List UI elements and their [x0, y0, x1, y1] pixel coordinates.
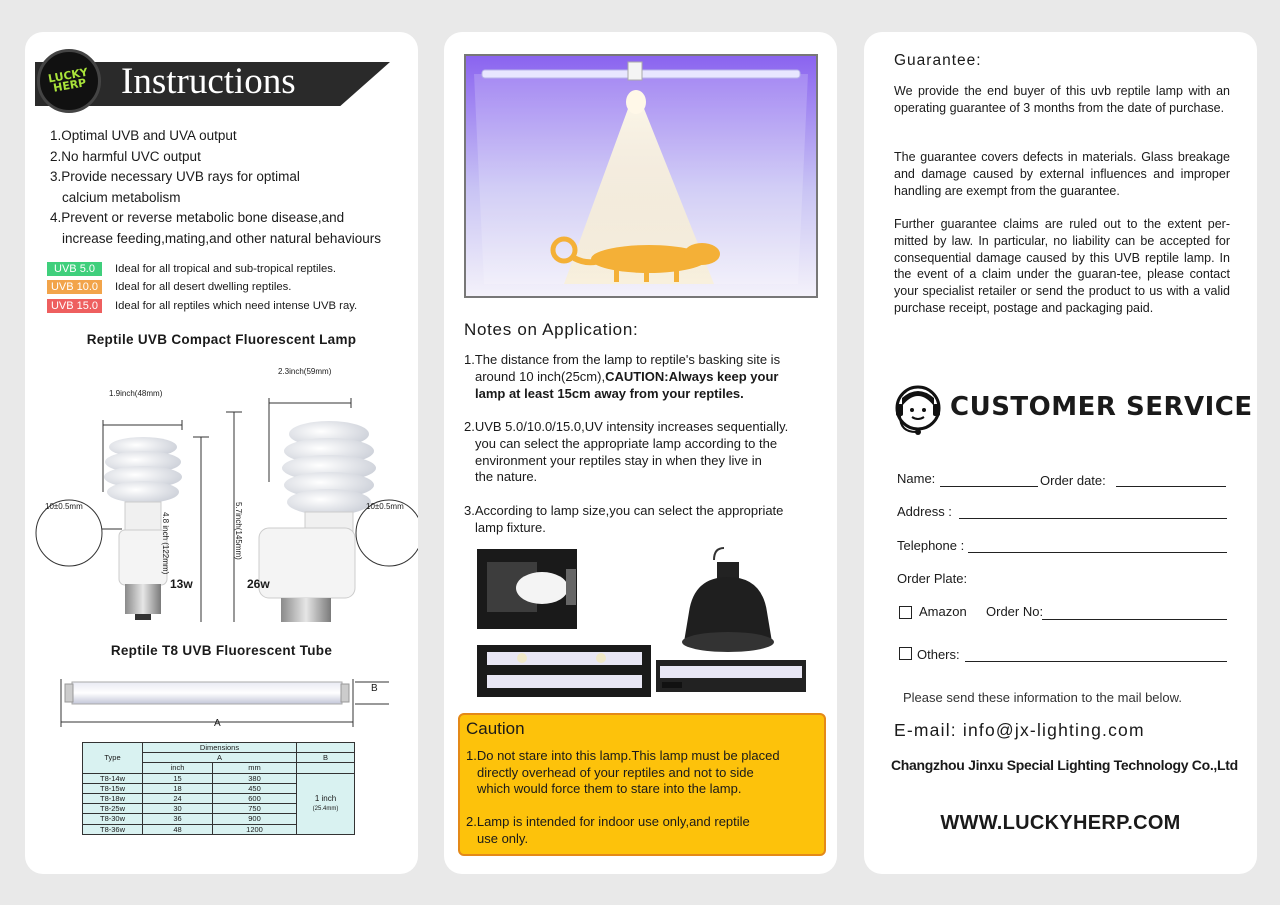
lamp13-tolerance-label: 10±0.5mm — [45, 502, 83, 511]
note-1-line-2 — [464, 369, 819, 386]
uvb-desc-5: Ideal for all tropical and sub-tropical reptiles. — [115, 263, 337, 275]
others-label: Others: — [917, 647, 960, 662]
lamp-fixtures-photos — [474, 532, 829, 702]
uvb-desc-15: Ideal for all reptiles which need intense UVB ray. — [115, 300, 358, 312]
tube-heading: Reptile T8 UVB Fluorescent Tube — [110, 643, 333, 658]
note-2 — [464, 419, 819, 486]
table-header-inch: inch — [143, 763, 213, 773]
table-cell: 600 — [213, 793, 297, 803]
note-1-text: around 10 inch(25cm), — [475, 368, 606, 384]
tube-dimensions-table — [82, 742, 355, 835]
telephone-label: Telephone : — [897, 538, 965, 553]
table-cell: 1200 — [213, 824, 297, 834]
table-header-a: A — [143, 753, 297, 763]
order-plate-label: Order Plate: — [897, 571, 968, 586]
instructions-title: Instructions — [121, 61, 296, 102]
website-link[interactable]: WWW.LUCKYHERP.COM — [940, 812, 1181, 834]
b-value-inch: 1 inch — [314, 793, 337, 803]
feature-3: 3.Provide necessary UVB rays for optimal — [50, 169, 300, 184]
reflector-fixture — [477, 549, 577, 629]
others-field[interactable] — [965, 661, 1227, 662]
table-cell: 380 — [213, 773, 297, 783]
table-header-b: B — [297, 753, 355, 763]
note-1 — [464, 352, 819, 402]
order-date-field[interactable] — [1116, 486, 1226, 487]
lamp13-width-label: 1.9inch(48mm) — [109, 389, 163, 398]
table-cell: 36 — [143, 814, 213, 824]
name-label: Name: — [897, 471, 936, 486]
note-3-line-1: 3.According to lamp size,you can select the appropriate — [464, 503, 784, 518]
tube-diagram — [25, 672, 418, 732]
table-cell: T8-25w — [83, 804, 143, 814]
instructions-panel — [25, 32, 418, 874]
uvb-row-15 — [47, 299, 357, 313]
table-cell: 30 — [143, 804, 213, 814]
uv-lamp-illustration — [464, 54, 818, 298]
caution-2-line-2: use only. — [477, 830, 529, 846]
lamp13-height-label: 4.8 inch (122mm) — [161, 512, 170, 575]
feature-4-cont: increase feeding,mating,and other natural behaviours — [62, 230, 381, 246]
lamp26-tolerance-label: 10±0.5mm — [366, 502, 404, 511]
note-2-line-3: environment your reptiles stay in when they live in — [475, 452, 762, 468]
feature-2: 2.No harmful UVC output — [50, 148, 201, 164]
uvb-tag-10: UVB 10.0 — [47, 280, 102, 294]
table-header-mm: mm — [213, 763, 297, 773]
table-cell: 24 — [143, 793, 213, 803]
tube-fixture-single — [656, 660, 806, 692]
order-no-label: Order No: — [986, 604, 1044, 619]
table-cell: T8-36w — [83, 824, 143, 834]
note-2-line-4: the nature. — [475, 469, 538, 485]
table-b-value — [297, 773, 355, 834]
lamp26-watt: 26w — [247, 577, 270, 591]
guarantee-paragraph-3: Further guarantee claims are ruled out to the extent per-mitted by law. In particular, no liability can be accepted for consequential damage caused by this UVB reptile lamp. In the event of a claim under the guaran-tee, please contact your specialist retailer or send the product to us with a valid purchase receipt, postage and packaging paid. — [894, 217, 1230, 315]
uvb-row-5 — [47, 262, 336, 276]
table-cell: 15 — [143, 773, 213, 783]
notes-heading: Notes on Application: — [464, 320, 639, 339]
note-1-caution: CAUTION:Always keep your — [605, 368, 779, 384]
table-cell: T8-15w — [83, 783, 143, 793]
table-cell: 18 — [143, 783, 213, 793]
send-info-text: Please send these information to the mail below. — [903, 690, 1182, 705]
guarantee-paragraph-2: The guarantee covers defects in materials. Glass breakage and damage caused by external influences and improper handling are exempt from the guarantee. — [894, 150, 1230, 198]
amazon-label: Amazon — [919, 604, 967, 619]
uvb-desc-10: Ideal for all desert dwelling reptiles. — [115, 281, 292, 293]
table-cell: T8-30w — [83, 814, 143, 824]
company-name: Changzhou Jinxu Special Lighting Technology Co.,Ltd — [891, 757, 1238, 773]
b-value-mm: (25.4mm) — [312, 805, 339, 812]
address-label: Address : — [897, 504, 952, 519]
compact-lamp-diagram — [25, 362, 418, 622]
caution-1-line-2: directly overhead of your reptiles and not to side — [477, 764, 754, 780]
tube-b-label: B — [371, 683, 378, 694]
guarantee-heading: Guarantee: — [894, 52, 982, 69]
table-header-type: Type — [83, 743, 143, 774]
customer-service-heading: CUSTOMER SERVICE — [950, 392, 1253, 422]
headset-icon — [894, 384, 944, 438]
luckyherp-logo: LUCKY HERP — [37, 49, 101, 113]
table-cell: T8-18w — [83, 793, 143, 803]
compact-lamp-heading: Reptile UVB Compact Fluorescent Lamp — [86, 332, 357, 347]
order-date-label: Order date: — [1040, 473, 1106, 488]
caution-heading: Caution — [466, 719, 525, 738]
guarantee-paragraph-1: We provide the end buyer of this uvb reptile lamp with an operating guarantee of 3 months from the date of purchase. — [894, 84, 1230, 115]
telephone-field[interactable] — [968, 552, 1227, 553]
uvb-tag-15: UVB 15.0 — [47, 299, 102, 313]
feature-3-cont: calcium metabolism — [62, 189, 181, 205]
table-row — [83, 773, 355, 783]
tube-a-label: A — [214, 718, 221, 729]
caution-box — [458, 713, 826, 856]
caution-1 — [466, 748, 821, 798]
uvb-tag-5: UVB 5.0 — [47, 262, 102, 276]
amazon-checkbox[interactable] — [899, 606, 912, 619]
caution-2-line-1: 2.Lamp is intended for indoor use only,and reptile — [466, 814, 750, 829]
caution-1-line-3: which would force them to stare into the lamp. — [477, 781, 742, 796]
lamp26-width-label: 2.3inch(59mm) — [278, 367, 332, 376]
feature-4: 4.Prevent or reverse metabolic bone disease,and — [50, 210, 345, 225]
email-address[interactable]: E-mail: info@jx-lighting.com — [894, 720, 1145, 740]
table-cell: 750 — [213, 804, 297, 814]
table-cell: 450 — [213, 783, 297, 793]
table-cell: 48 — [143, 824, 213, 834]
note-3-line-2: lamp fixture. — [475, 519, 546, 535]
caution-1-line-1: 1.Do not stare into this lamp.This lamp must be placed — [466, 748, 780, 763]
guarantee-panel — [864, 32, 1257, 874]
table-header-dimensions: Dimensions — [143, 743, 297, 753]
note-2-line-1: 2.UVB 5.0/10.0/15.0,UV intensity increases sequentially. — [464, 419, 789, 434]
caution-2 — [466, 814, 821, 847]
table-cell: T8-14w — [83, 773, 143, 783]
note-2-line-2: you can select the appropriate lamp according to the — [475, 435, 778, 451]
dome-fixture — [682, 548, 774, 652]
table-cell: 900 — [213, 814, 297, 824]
lamp13-watt: 13w — [170, 577, 193, 591]
tube-fixture-double — [477, 645, 651, 697]
note-1-caution-cont: lamp at least 15cm away from your reptiles. — [475, 385, 744, 401]
uvb-row-10 — [47, 280, 291, 294]
others-checkbox[interactable] — [899, 647, 912, 660]
application-panel — [444, 32, 837, 874]
name-field[interactable] — [940, 486, 1038, 487]
address-field[interactable] — [959, 518, 1227, 519]
note-1-line-1: 1.The distance from the lamp to reptile's basking site is — [464, 352, 781, 367]
feature-1: 1.Optimal UVB and UVA output — [50, 128, 237, 143]
lamp26-height-label: 5.7inch(145mm) — [234, 502, 243, 560]
order-no-field[interactable] — [1042, 619, 1227, 620]
